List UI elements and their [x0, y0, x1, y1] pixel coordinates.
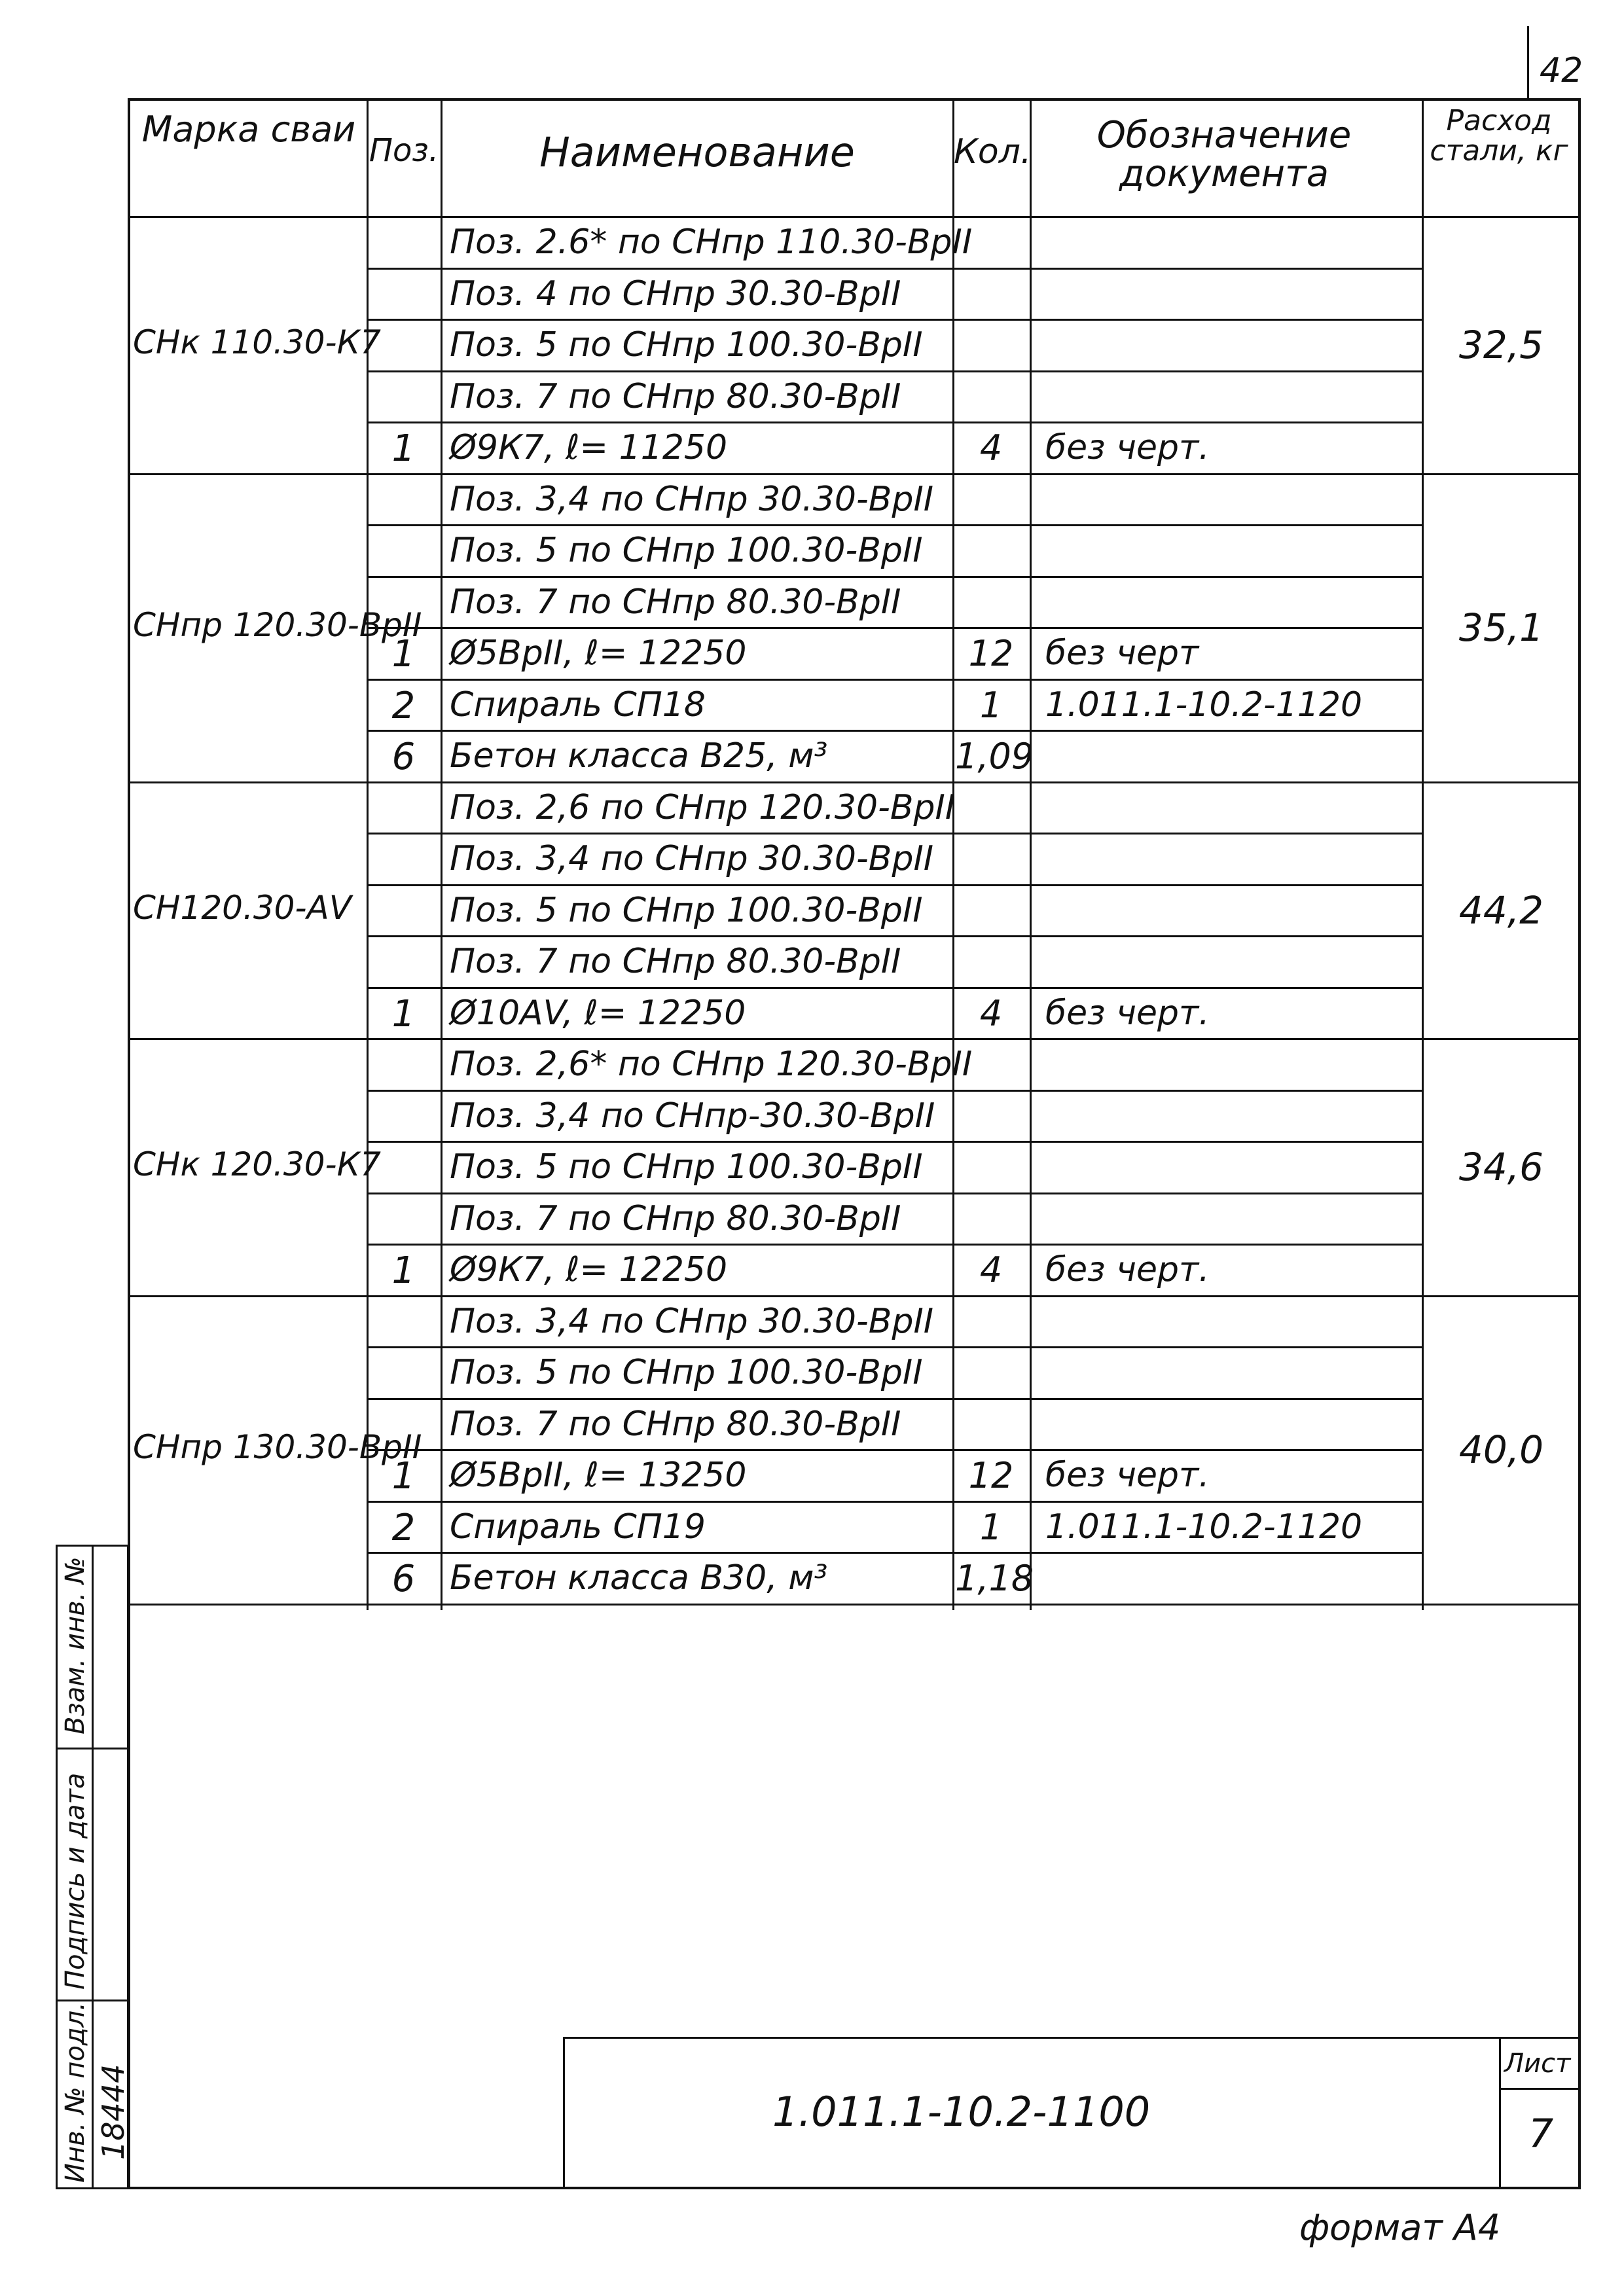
row-qty: 4 — [979, 992, 1003, 1034]
group-separator — [128, 1604, 1581, 1605]
pile-mark: СНк 120.30-К7 — [133, 1145, 381, 1184]
row-name: Поз. 5 по СНпр 100.30-ВрII — [450, 890, 923, 930]
header-name: Наименование — [539, 128, 855, 176]
row-name: Поз. 5 по СНпр 100.30-ВрII — [450, 1353, 923, 1392]
row-separator — [367, 833, 1422, 834]
row-separator — [367, 576, 1422, 578]
sheet-number: 7 — [1528, 2111, 1554, 2157]
replace-inv-label: Взам. инв. № — [60, 1556, 90, 1734]
pile-mark: СНк 110.30-К7 — [133, 323, 381, 362]
row-name: Ø9К7, ℓ= 11250 — [450, 428, 728, 467]
steel-consumption: 40,0 — [1458, 1427, 1544, 1472]
title-block-top — [563, 2037, 1581, 2039]
header-mark: Марка сваи — [141, 109, 356, 150]
row-name: Ø9К7, ℓ= 12250 — [450, 1250, 728, 1289]
row-qty: 1 — [979, 684, 1003, 726]
row-doc: без черт. — [1045, 428, 1210, 467]
sheet-label: Лист — [1504, 2049, 1571, 2079]
row-qty: 4 — [979, 427, 1003, 469]
format-label: формат А4 — [1299, 2207, 1501, 2248]
row-qty: 12 — [968, 1455, 1014, 1496]
row-separator — [367, 1501, 1422, 1503]
row-pos: 1 — [391, 1455, 416, 1498]
row-qty: 4 — [979, 1249, 1003, 1291]
header-qty: Кол. — [954, 132, 1032, 171]
title-block-left — [563, 2037, 565, 2189]
pile-mark: СНпр 130.30-ВрII — [133, 1428, 422, 1466]
row-name: Спираль СП18 — [450, 685, 706, 725]
side-stamp-divider — [92, 1545, 94, 2189]
pile-mark: СН120.30-АV — [133, 888, 352, 927]
row-name: Поз. 7 по СНпр 80.30-ВрII — [450, 376, 901, 416]
row-doc: без черт. — [1045, 993, 1210, 1033]
row-separator — [367, 422, 1422, 423]
row-separator — [367, 1449, 1422, 1451]
row-separator — [367, 1141, 1422, 1143]
row-name: Поз. 3,4 по СНпр 30.30-ВрII — [450, 479, 934, 519]
row-separator — [367, 627, 1422, 629]
row-doc: 1.011.1-10.2-1120 — [1045, 685, 1363, 725]
col-line-name — [441, 98, 442, 1610]
row-pos: 1 — [391, 427, 416, 470]
group-separator — [128, 1295, 1581, 1297]
row-pos: 2 — [391, 1506, 416, 1549]
row-name: Спираль СП19 — [450, 1507, 706, 1547]
row-separator — [367, 1346, 1422, 1348]
row-separator — [367, 1398, 1422, 1400]
row-name: Поз. 3,4 по СНпр-30.30-ВрII — [450, 1096, 935, 1136]
row-doc: без черт — [1045, 634, 1199, 673]
inv-no-orig-label: Инв. № подл. — [60, 2002, 90, 2183]
row-qty: 1,09 — [955, 736, 1034, 777]
row-name: Ø5ВрII, ℓ= 13250 — [450, 1456, 747, 1495]
row-qty: 12 — [968, 633, 1014, 674]
pile-mark: СНпр 120.30-ВрII — [133, 606, 422, 644]
col-line-qty — [952, 98, 954, 1610]
row-pos: 1 — [391, 992, 416, 1035]
row-doc: без черт. — [1045, 1456, 1210, 1495]
row-name: Поз. 3,4 по СНпр 30.30-ВрII — [450, 839, 934, 878]
row-name: Бетон класса В25, м³ — [450, 736, 828, 776]
row-separator — [367, 935, 1422, 937]
steel-consumption: 34,6 — [1458, 1145, 1544, 1190]
row-separator — [367, 370, 1422, 372]
inv-no-orig-value: 18444 — [96, 2064, 131, 2160]
side-stamp-line-2 — [56, 2000, 129, 2001]
row-separator — [367, 524, 1422, 526]
row-name: Поз. 5 по СНпр 100.30-ВрII — [450, 1147, 923, 1187]
row-separator — [367, 1552, 1422, 1554]
group-separator — [128, 473, 1581, 475]
row-name: Поз. 5 по СНпр 100.30-ВрII — [450, 531, 923, 570]
col-line-steel — [1422, 98, 1424, 1610]
row-name: Поз. 3,4 по СНпр 30.30-ВрII — [450, 1301, 934, 1341]
col-line-doc — [1030, 98, 1032, 1610]
side-stamp-line-1 — [56, 1748, 129, 1749]
row-separator — [367, 1090, 1422, 1092]
row-pos: 1 — [391, 1249, 416, 1292]
row-separator — [367, 1244, 1422, 1246]
row-pos: 6 — [391, 736, 416, 778]
header-pos: Поз. — [369, 132, 439, 169]
sign-date-label: Подпись и дата — [60, 1772, 90, 1990]
row-separator — [367, 268, 1422, 270]
group-separator — [128, 1038, 1581, 1040]
row-separator — [367, 1193, 1422, 1194]
row-name: Поз. 7 по СНпр 80.30-ВрII — [450, 1404, 901, 1444]
row-separator — [367, 679, 1422, 681]
row-name: Ø10АV, ℓ= 12250 — [450, 993, 746, 1033]
steel-consumption: 32,5 — [1458, 323, 1544, 368]
row-qty: 1 — [979, 1506, 1003, 1548]
header-doc: Обозначение документа — [1096, 114, 1352, 195]
corner-divider — [1527, 26, 1529, 98]
row-name: Поз. 5 по СНпр 100.30-ВрII — [450, 325, 923, 365]
row-pos: 1 — [391, 633, 416, 675]
row-name: Поз. 4 по СНпр 30.30-ВрII — [450, 274, 901, 314]
row-name: Поз. 7 по СНпр 80.30-ВрII — [450, 942, 901, 981]
row-name: Поз. 2,6* по СНпр 120.30-ВрII — [450, 1045, 973, 1084]
sheet-corner-number: 42 — [1540, 51, 1583, 90]
row-separator — [367, 884, 1422, 886]
steel-consumption: 44,2 — [1458, 888, 1544, 933]
title-block-sheet-line — [1499, 2088, 1581, 2090]
header-steel: Расход стали, кг — [1430, 104, 1568, 168]
row-separator — [367, 319, 1422, 321]
steel-consumption: 35,1 — [1458, 605, 1544, 650]
row-pos: 6 — [391, 1558, 416, 1600]
row-name: Поз. 2,6 по СНпр 120.30-ВрII — [450, 787, 956, 827]
row-qty: 1,18 — [955, 1558, 1034, 1599]
row-separator — [367, 987, 1422, 989]
row-separator — [367, 730, 1422, 732]
title-block-sheet-divider — [1499, 2037, 1501, 2189]
row-doc: без черт. — [1045, 1250, 1210, 1289]
row-name: Поз. 7 по СНпр 80.30-ВрII — [450, 582, 901, 622]
row-name: Поз. 7 по СНпр 80.30-ВрII — [450, 1198, 901, 1238]
group-separator — [128, 781, 1581, 783]
row-doc: 1.011.1-10.2-1120 — [1045, 1507, 1363, 1547]
row-name: Поз. 2.6* по СНпр 110.30-ВрII — [450, 223, 973, 262]
row-name: Ø5ВрII, ℓ= 12250 — [450, 634, 747, 673]
row-pos: 2 — [391, 684, 416, 727]
header-bottom-line — [128, 216, 1581, 218]
row-name: Бетон класса В30, м³ — [450, 1558, 828, 1598]
document-code: 1.011.1-10.2-1100 — [772, 2088, 1151, 2136]
